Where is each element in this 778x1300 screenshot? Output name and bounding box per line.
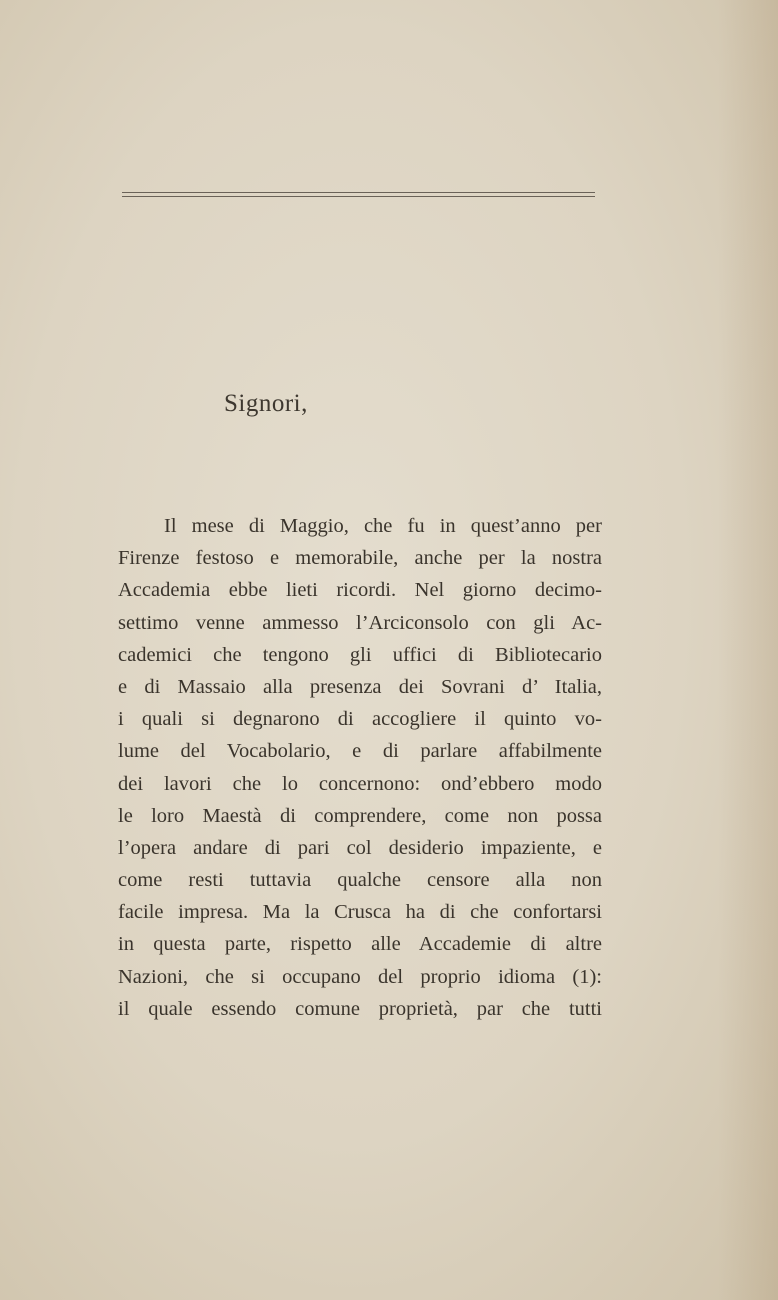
text-line: il quale essendo comune proprietà, par che tutti (118, 997, 602, 1020)
page-edge-shadow (718, 0, 778, 1300)
text-line: l’opera andare di pari col desiderio impaziente, e (118, 836, 602, 859)
header-double-rule (122, 192, 595, 197)
text-line: i quali si degnarono di accogliere il quinto vo- (118, 708, 602, 731)
body-paragraph (118, 510, 602, 1025)
text-line: come resti tuttavia qualche censore alla non (118, 869, 602, 892)
text-line: Nazioni, che si occupano del proprio idioma (1): (118, 965, 602, 988)
text-line: e di Massaio alla presenza dei Sovrani d’ Italia, (118, 675, 602, 698)
text-line: cademici che tengono gli uffici di Bibliotecario (118, 643, 602, 666)
text-line: dei lavori che lo concernono: ond’ebbero modo (118, 772, 602, 795)
text-line: lume del Vocabolario, e di parlare affabilmente (118, 740, 602, 763)
text-line: Il mese di Maggio, che fu in quest’anno per (164, 515, 602, 537)
text-line: facile impresa. Ma la Crusca ha di che confortarsi (118, 901, 602, 924)
text-line: le loro Maestà di comprendere, come non possa (118, 804, 602, 827)
text-line: Accademia ebbe lieti ricordi. Nel giorno decimo- (118, 579, 602, 602)
text-line: in questa parte, rispetto alle Accademie di altre (118, 933, 602, 956)
text-line: settimo venne ammesso l’Arciconsolo con gli Ac- (118, 611, 602, 634)
text-line: Firenze festoso e memorabile, anche per la nostra (118, 547, 602, 570)
salutation-heading: Signori, (224, 390, 308, 417)
